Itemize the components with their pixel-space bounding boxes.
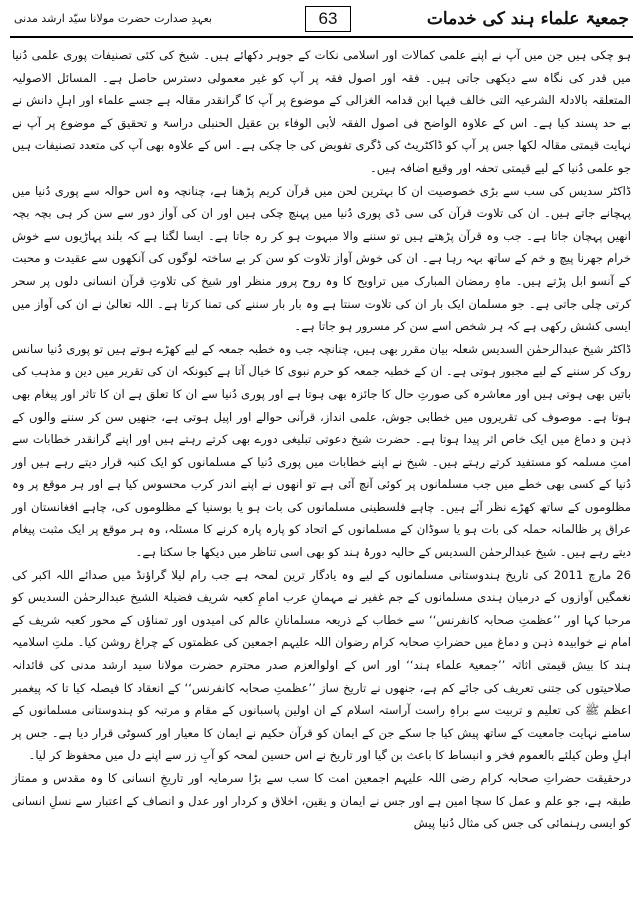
header-subtitle: بعہدِ صدارت حضرت مولانا سیّد ارشد مدنی — [14, 12, 212, 25]
paragraph: 26 مارچ 2011 کی تاریخ ہندوستانی مسلمانوں کے لیے وہ یادگار ترین لمحہ ہے جب رام لیلا گراؤنڈ میں صدائے اللہ اکبر کی نغمگیں آوازوں کے درمیان ہندی مسلمانوں کے جم غفیر نے مہمانِ عرب امامِ کعبہ شریف فضیلۃ الشیخ عبدالرحمٰن السدیس کو مرحبا کہا اور ’’عظمتِ صحابہ کانفرنس‘‘ سے خطاب کے ذریعہ مسلمانانِ عالم کی امیدوں اور تمناؤں کے محور کعبہ شریف کے امام نے خوابیدہ ذہن و دماغ میں حضراتِ صحابہ کرام رضوان اللہ علیہم اجمعین کی عظمتوں کے چراغ روشن کیا۔ ملتِ اسلامیہ ہند کا بیش قیمتی اثاثہ ’’جمعیۃ علماء ہند‘‘ اور اس کے اولوالعزم صدر محترم حضرت مولانا سید ارشد مدنی کی قائدانہ صلاحیتوں کی جتنی تعریف کی جائے کم ہے، جنھوں نے تاریخ ساز ’’عظمتِ صحابہ کانفرنس‘‘ کے انعقاد کا فیصلہ کیا تا کہ پیغمبر اعظم ﷺ کی تعلیم و تربیت سے براہِ راست آراستہ اسلام کے ان اولین پاسبانوں کے مقام و مرتبہ کو ہندوستانی مسلمانوں کے سامنے نہایت جامعیت کے ساتھ پیش کیا جا سکے جن کے ایمان کو قرآن حکیم نے ایمان کا معیار اور کسوٹی قرار دیا ہے۔ جس پر اہلِ وطن کیلئے بالعموم فخر و انبساط کا باعث بن گیا اور تاریخ نے اس حسین لمحہ کو آبِ زر سے اپنے دل میں محفوظ کر لیا۔ — [12, 567, 631, 763]
paragraph: ڈاکٹر سدیس کی سب سے بڑی خصوصیت ان کا بہترین لحن میں قرآن کریم پڑھنا ہے، چنانچہ وہ اس حوالہ سے پوری دُنیا میں پہچانے جاتے ہیں۔ ان کی تلاوت قرآن کی سی ڈی پوری دُنیا میں پہنچ چکی ہیں اور ان کی آواز دور سے سن کر ہی بچہ بچہ انھیں پہچان جاتا ہے۔ جب وہ قرآن پڑھتے ہیں تو سننے والا مبہوت ہو کر رہ جاتا ہے۔ ایسا لگتا ہے کہ بلند پہاڑیوں سے خوش خرام جھرنا پیچ و خم کے ساتھ بہہ رہا ہے۔ ان کی خوش آواز تلاوت کو سن کر بے ساختہ لوگوں کی آنکھوں سے عقیدت و محبت کے آنسو ابل پڑتے ہیں۔ ماہِ رمضان المبارک میں تراویح کا وہ روح پرور منظر اور شیخ کی تلاوتِ قرآن انسانی دلوں پر سحر کرتی چلی جاتی ہے۔ جو مسلمان ایک بار ان کی تلاوت سنتا ہے وہ بار بار سننے کی تمنا کرتا ہے۔ اللہ تعالیٰ نے ان کی آواز میں ایسی کشش رکھی ہے کہ ہر شخص اسے سن کر مسرور ہو جاتا ہے۔ — [12, 183, 631, 334]
paragraph: ہو چکی ہیں جن میں آپ نے اپنے علمی کمالات اور اسلامی نکات کے جوہر دکھائے ہیں۔ شیخ کی کئی تصنیفات پوری علمی دُنیا میں قدر کی نگاہ سے دیکھی جاتی ہیں۔ فقہ اور اصول فقہ پر آپ کو غیر معمولی دسترس حاصل ہے۔ المسائل الاصولیہ المتعلقہ بالادلۃ الشرعیہ التی خالف فیہا ابن قدامہ الغزالی کے موضوع پر آپ کا گرانقدر مقالہ ہے جسے علماء اور اہلِ دانش نے بے حد پسند کیا ہے۔ اس کے علاوہ الواضح فی اصول الفقہ لأبی الوفاء بن عقیل الحنبلی دراسۃ و تحقیق کے موضوع پر آپ نے نہایت قیمتی مقالہ لکھا جس پر آپ کو ڈاکٹریٹ کی ڈگری تفویض کی جا چکی ہے۔ اس کے علاوہ بھی آپ کی متعدد تصنیفات ہیں جو علمی دُنیا کے لیے قیمتی تحفہ اور وقیع اضافہ ہیں۔ — [12, 48, 631, 175]
paragraph: ڈاکٹر شیخ عبدالرحمٰن السدیس شعلہ بیان مقرر بھی ہیں، چنانچہ جب وہ خطبہ جمعہ کے لیے کھڑے ہوتے ہیں تو پوری دُنیا سانس روک کر سننے کے لیے مجبور ہوتی ہے۔ ان کے خطبہ جمعہ کو حرم نبوی کا خیال آتا ہے کیونکہ ان کی تقریر میں دین و مذہب کی باتیں بھی ہوتی ہیں اور معاشرہ کی صورتِ حال کا جائزہ بھی ہوتا ہے اور پوری دُنیا سے ان کا تعلق ہے ان کا تاثر اور پیغام بھی ہوتا ہے۔ موصوف کی تقریروں میں خطابی جوش، علمی انداز، قرآنی حوالے اور اپیل ہوتی ہے، جنھیں سن کر سننے والوں کے ذہن و دماغ میں ایک خاص اثر پیدا ہوتا ہے۔ حضرت شیخ دعوتی تبلیغی دورے بھی کرتے رہتے ہیں اور اپنے گرانقدر خطابات سے امتِ مسلمہ کو مستفید کرتے رہتے ہیں۔ شیخ نے اپنے خطابات میں پوری دُنیا کے مسلمانوں کو ایک کنبہ قرار دیتے رہے ہیں اور دُنیا کے کسی بھی خطے میں جب مسلمانوں پر کوئی آنچ آئی ہے تو انھوں نے اپنے اندر کرب محسوس کیا ہے اور ہر موقع پر وہ مظلوموں کے ساتھ کھڑے نظر آئے ہیں۔ چاہے فلسطینی مسلمانوں کی بات ہو یا بوسنیا کے مظلوموں کی، چاہے افغانستان اور عراق پر ظالمانہ حملہ کی بات ہو یا سوڈان کے مسلمانوں کے اتحاد کو پارہ پارہ کرنے کا مسئلہ، وہ ہر موقع پر ایک مثبت پیغام دیتے رہے ہیں۔ شیخ عبدالرحمٰن السدیس کے حالیہ دورۂ ہند کو بھی اسی تناظر میں دیکھا جا سکتا ہے۔ — [12, 341, 631, 560]
page-header — [10, 6, 633, 38]
paragraph: درحقیقت حضراتِ صحابہ کرام رضی اللہ علیہم اجمعین امت کا سب سے بڑا سرمایہ اور تاریخِ انسانی کا وہ مقدس و ممتاز طبقہ ہے، جو علم و عمل کا سچا امین ہے اور جس نے ایمان و یقین، اخلاق و کردار اور عدل و انصاف کے اعتبار سے نسلِ انسانی کو ایسی رہنمائی کی جس کی مثال دُنیا پیش — [12, 771, 631, 831]
page-number: 63 — [305, 6, 351, 32]
article-body — [10, 44, 633, 835]
header-title: جمعیۃ علماء ہند کی خدمات — [426, 9, 629, 29]
